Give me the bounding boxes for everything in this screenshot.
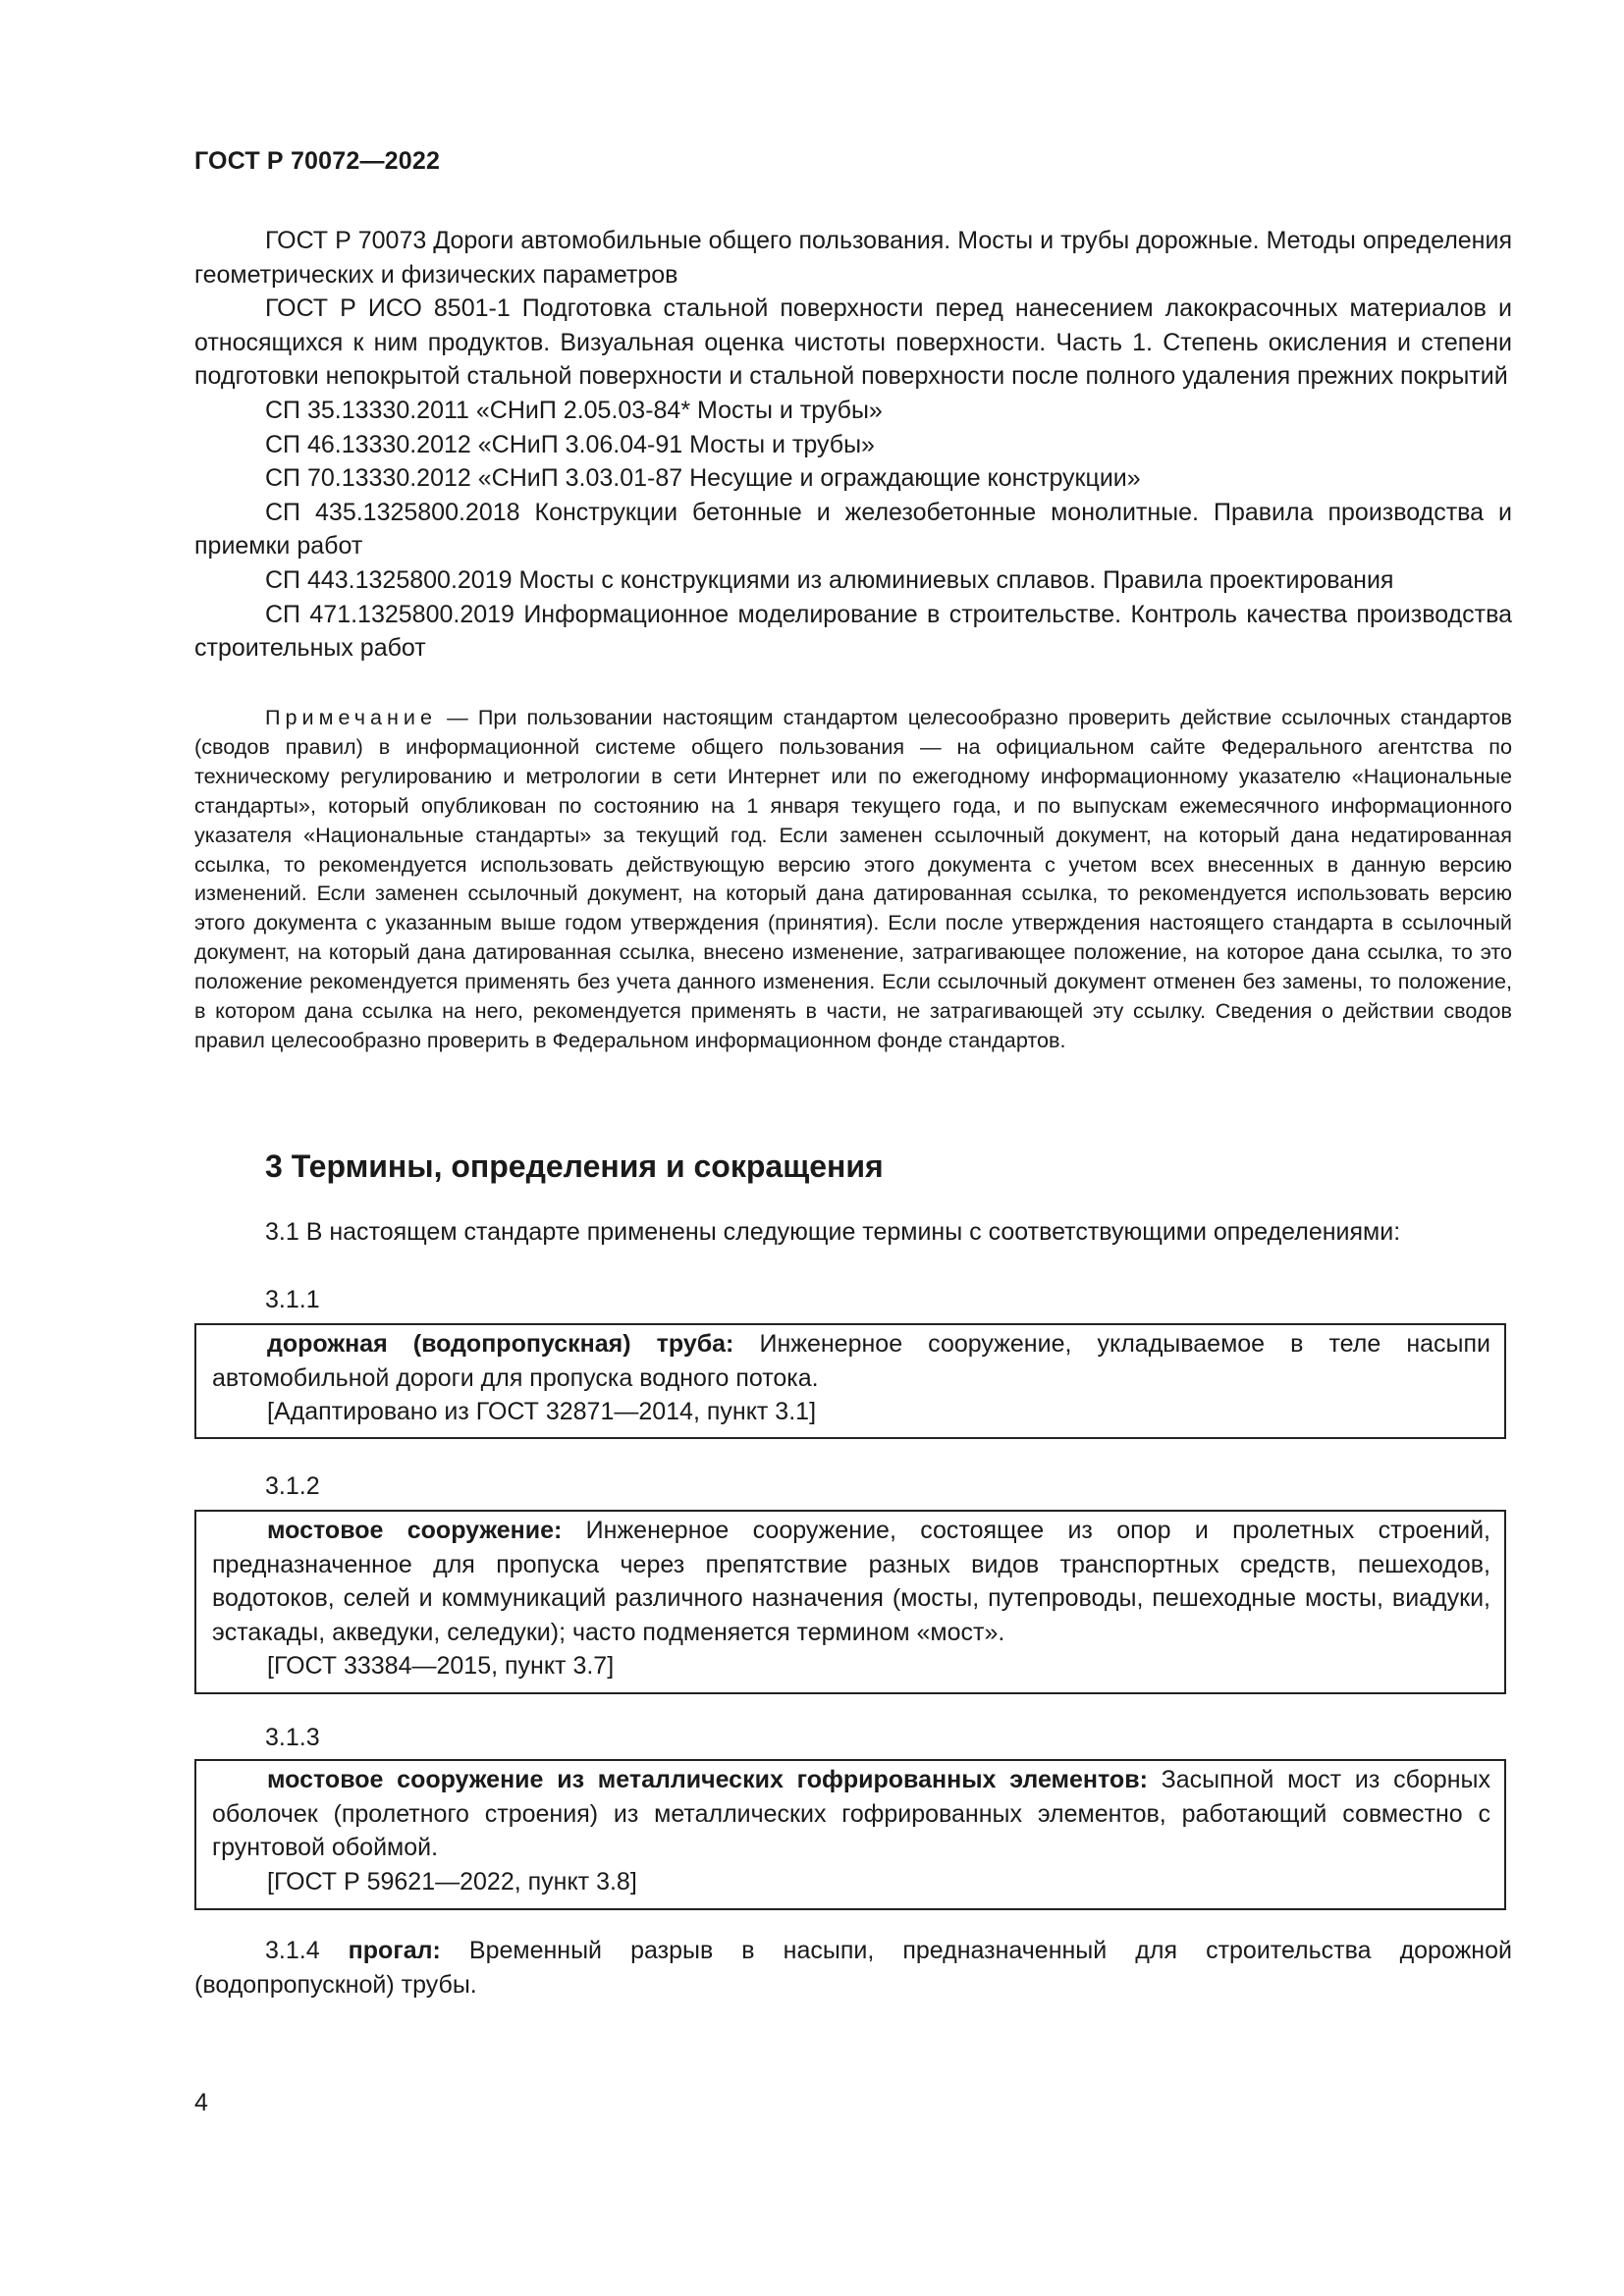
section-title: 3 Термины, определения и сокращения bbox=[265, 1148, 884, 1184]
term-definition bbox=[212, 1327, 1490, 1395]
term-source: [Адаптировано из ГОСТ 32871—2014, пункт 3.1] bbox=[267, 1398, 817, 1426]
term-definition bbox=[212, 1763, 1490, 1865]
reference-item: СП 471.1325800.2019 Информационное моделирование в строительстве. Контроль качества производства строительных работ bbox=[194, 600, 1512, 663]
reference-item: СП 35.13330.2011 «СНиП 2.05.03-84* Мосты и трубы» bbox=[265, 396, 883, 424]
section-intro bbox=[194, 1215, 1512, 1250]
term-definition-text: Инженерное сооружение, укладываемое в теле насыпи автомобильной дороги для пропуска водного потока. bbox=[212, 1330, 1490, 1392]
term-name: прогал: bbox=[348, 1937, 441, 1964]
note-block bbox=[194, 703, 1512, 1055]
note-text: — При пользовании настоящим стандартом целесообразно проверить действие ссылочных стандартов (сводов правил) в информационной системе общего пользования — на официальном сайте Федерального агентства по техническому регулированию и метрологии в сети Интернет или по ежегодному информационному указателю «Национальные стандарты», который опубликован по состоянию на 1 января текущего года, и по выпускам ежемесячного информационного указателя «Национальные стандарты» за текущий год. Если заменен ссылочный документ, на который дана недатированная ссылка, то рекомендуется использовать действующую версию этого документа с учетом всех внесенных в данную версию изменений. Если заменен ссылочный документ, на который дана датированная ссылка, то рекомендуется использовать версию этого документа с указанным выше годом утверждения (принятия). Если после утверждения настоящего стандарта в ссылочный документ, на который дана датированная ссылка, внесено изменение, затрагивающее положение, на которое дана ссылка, то это положение рекомендуется применять без учета данного изменения. Если ссылочный документ отменен без замены, то положение, в котором дана ссылка на него, рекомендуется применять в части, не затрагивающей эту ссылку. Сведения о действии сводов правил целесообразно проверить в Федеральном информационном фонде стандартов. bbox=[194, 705, 1512, 1052]
page-header: ГОСТ Р 70072—2022 bbox=[194, 147, 441, 175]
term-name: мостовое сооружение из металлических гофрированных элементов: bbox=[267, 1766, 1148, 1793]
term-box bbox=[194, 1323, 1506, 1439]
reference-item: СП 70.13330.2012 «СНиП 3.03.01-87 Несущие и ограждающие конструкции» bbox=[265, 464, 1141, 493]
term-paragraph bbox=[194, 1934, 1512, 2002]
term-number: 3.1.1 bbox=[265, 1286, 320, 1313]
term-box bbox=[194, 1510, 1506, 1694]
term-number: 3.1.2 bbox=[265, 1472, 320, 1500]
reference-item: ГОСТ Р 70073 Дороги автомобильные общего пользования. Мосты и трубы дорожные. Методы определения геометрических и физических параметров bbox=[194, 227, 1512, 289]
term-source: [ГОСТ 33384—2015, пункт 3.7] bbox=[267, 1652, 615, 1681]
term-definition-text: Временный разрыв в насыпи, предназначенный для строительства дорожной (водопропускной) трубы. bbox=[194, 1937, 1512, 1999]
normative-references-list bbox=[194, 224, 1512, 666]
note-label: Примечание bbox=[265, 705, 437, 729]
term-name: мостовое сооружение: bbox=[267, 1517, 563, 1544]
term-source: [ГОСТ Р 59621—2022, пункт 3.8] bbox=[267, 1867, 637, 1896]
intro-paragraph: 3.1 В настоящем стандарте применены следующие термины с соответствующими определениями: bbox=[265, 1218, 1401, 1246]
page-number: 4 bbox=[194, 2089, 208, 2116]
term-definition-text: Инженерное сооружение, состоящее из опор и пролетных строений, предназначенное для пропуска через препятствие разных видов транспортных средств, пешеходов, водотоков, селей и коммуникаций различного назначения (мосты, путепроводы, пешеходные мосты, виадуки, эстакады, акведуки, селедуки); часто подменяется термином «мост». bbox=[212, 1517, 1490, 1646]
term-definition-text: Засыпной мост из сборных оболочек (пролетного строения) из металлических гофрированных элементов, работающий совместно с грунтовой обоймой. bbox=[212, 1766, 1490, 1862]
reference-item: СП 435.1325800.2018 Конструкции бетонные и железобетонные монолитные. Правила производства и приемки работ bbox=[194, 498, 1512, 561]
note-paragraph bbox=[194, 703, 1512, 1055]
term-name: дорожная (водопропускная) труба: bbox=[267, 1330, 734, 1358]
reference-item: ГОСТ Р ИСО 8501-1 Подготовка стальной поверхности перед нанесением лакокрасочных материалов и относящихся к ним продуктов. Визуальная оценка чистоты поверхности. Часть 1. Степень окисления и степени подготовки непокрытой стальной поверхности и стальной поверхности после полного удаления прежних покрытий bbox=[194, 294, 1512, 391]
reference-item: СП 46.13330.2012 «СНиП 3.06.04-91 Мосты и трубы» bbox=[265, 430, 875, 458]
term-number: 3.1.4 bbox=[265, 1937, 320, 1964]
term-box bbox=[194, 1759, 1506, 1910]
term-number: 3.1.3 bbox=[265, 1724, 320, 1751]
term-definition bbox=[212, 1514, 1490, 1649]
reference-item: СП 443.1325800.2019 Мосты с конструкциями из алюминиевых сплавов. Правила проектирования bbox=[265, 565, 1394, 594]
term-definition bbox=[194, 1934, 1512, 2002]
